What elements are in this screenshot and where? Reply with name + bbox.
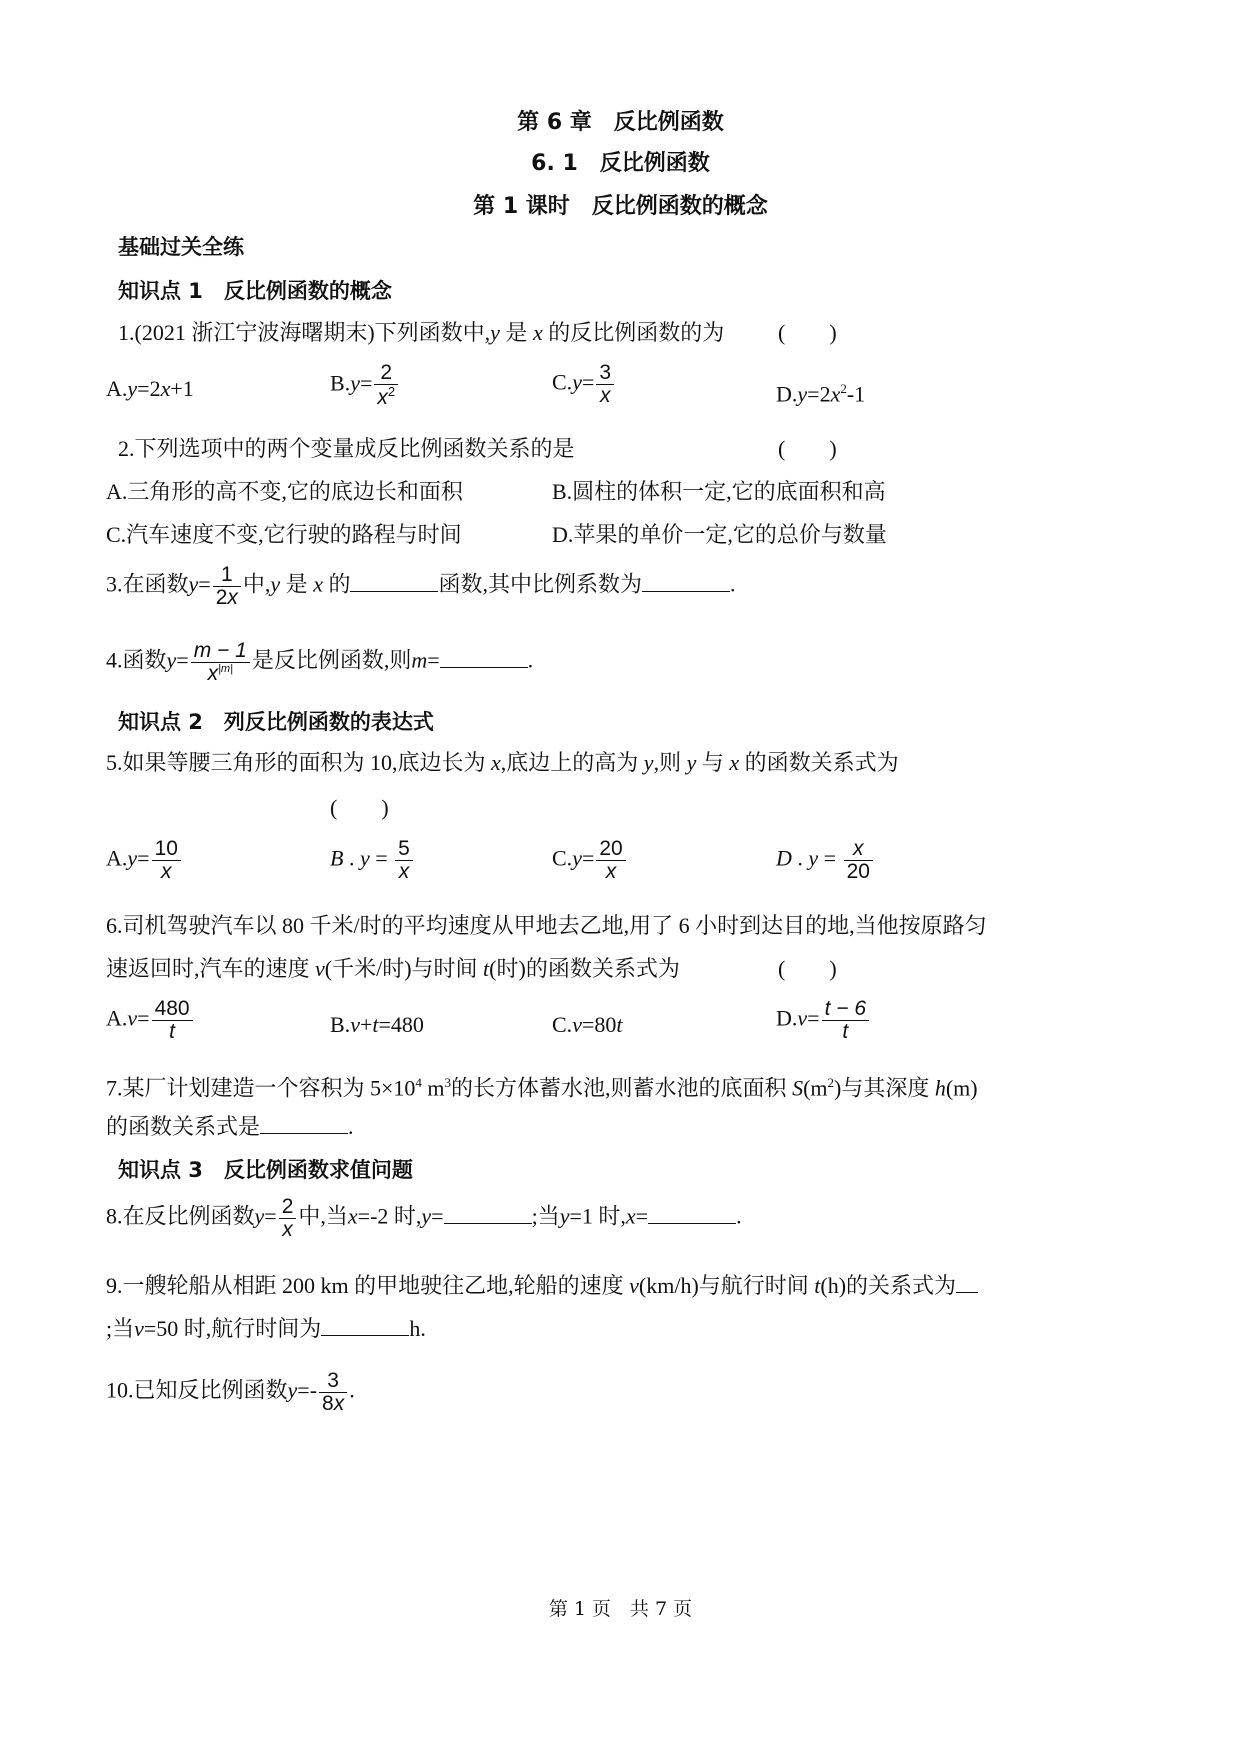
q6-option-b-rest: =480 xyxy=(378,1012,424,1037)
q1-option-a-eq: =2 xyxy=(137,376,161,401)
q3-mid: 中, xyxy=(242,571,271,597)
q5-s5: 的函数关系式为 xyxy=(744,750,899,775)
frac-numerator: 1 xyxy=(213,564,241,587)
q1-option-c[interactable]: C.y= $\frac{3}{x}$ xyxy=(552,362,616,407)
part-title: 基础过关全练 xyxy=(118,235,244,259)
q9-line2-c: h. xyxy=(409,1316,426,1341)
frac-denominator: $x^{|m|}$ xyxy=(207,662,233,686)
question-9-line-1: 9.一艘轮船从相距 200 km 的甲地驶往乙地,轮船的速度 v(km/h)与航行时间 t(h)的关系式为 xyxy=(106,1270,978,1301)
q5-option-b[interactable]: B . y = $\frac{5}{x}$ xyxy=(330,838,415,883)
q9-line2-a: ;当 xyxy=(106,1316,135,1341)
q6-option-d-numerator-text: t − 6 xyxy=(824,997,867,1020)
q6-option-c[interactable]: C.v=80t xyxy=(552,1012,623,1037)
q9-blank-2[interactable] xyxy=(321,1313,409,1336)
q7-square: 2 xyxy=(827,1075,835,1090)
q5-option-d-label: D xyxy=(776,845,792,871)
q8-blank-2[interactable] xyxy=(648,1201,736,1224)
q8-sep: ;当 xyxy=(531,1203,560,1229)
q5-option-d[interactable]: D . y = $\frac{x}{20}$ xyxy=(776,838,875,883)
q1-option-d-eq: =2 xyxy=(807,381,831,407)
frac-numerator: 3 xyxy=(319,1370,347,1393)
frac-numerator xyxy=(822,998,869,1021)
question-10: 10.已知反比例函数y=- $\frac{3}{8x}$ . xyxy=(106,1369,355,1416)
q6-option-d-label: D. xyxy=(776,1005,798,1031)
q5-s3: ,则 xyxy=(653,750,682,775)
q2-option-c[interactable]: C.汽车速度不变,它行驶的路程与时间 xyxy=(106,522,462,547)
q9-line1-b: (km/h)与航行时间 xyxy=(638,1273,809,1298)
q10-den-number: 8 xyxy=(322,1392,334,1416)
frac-numerator: 3 xyxy=(596,362,614,385)
q10-pre: 10.已知反比例函数 xyxy=(106,1377,288,1403)
q5-s4: 与 xyxy=(701,750,724,775)
q1-option-c-fraction xyxy=(596,362,614,407)
question-6-line-2: 速返回时,汽车的速度 v(千米/时)与时间 t(时)的函数关系式为 xyxy=(106,956,680,981)
q4-pre: 4.函数 xyxy=(106,647,167,673)
q9-line1-a: 9.一艘轮船从相距 200 km 的甲地驶往乙地,轮船的速度 xyxy=(106,1273,624,1298)
q5-s2: ,底边上的高为 xyxy=(500,750,639,775)
frac-denominator: x xyxy=(398,860,410,884)
q5-option-b-label: B xyxy=(330,845,344,871)
frac-denominator: t xyxy=(169,1020,176,1044)
q1-option-a[interactable]: A.y=2x+1 xyxy=(106,376,194,401)
q1-option-a-label: A. xyxy=(106,376,128,401)
q6-line2-c: (时)的函数关系式为 xyxy=(489,956,680,981)
q1-option-b-label: B. xyxy=(330,370,351,396)
lesson-title: 第 1 课时 反比例函数的概念 xyxy=(473,194,768,219)
q1-stem: 1.(2021 浙江宁波海曙期末)下列函数中, xyxy=(118,320,491,345)
question-4: 4.函数y= $\frac{m - 1}{x^{|m|}}$ 是反比例函数,则m= . xyxy=(106,639,534,686)
q7-blank[interactable] xyxy=(260,1111,348,1134)
q1-option-d-label: D. xyxy=(776,381,798,407)
q7-s-unit-b: )与其深度 xyxy=(834,1075,930,1101)
q7-exponent: 4 xyxy=(415,1075,422,1090)
frac-denominator: x xyxy=(161,860,172,884)
q9-line1-c: (h)的关系式为 xyxy=(820,1273,957,1298)
q7-end: . xyxy=(348,1114,354,1139)
q1-answer-paren: ( ) xyxy=(778,320,837,345)
q2-option-a[interactable]: A.三角形的高不变,它的底边长和面积 xyxy=(106,479,463,504)
q6-option-b-label: B. xyxy=(330,1012,351,1037)
q7-line1-c: 的长方体蓄水池,则蓄水池的底面积 xyxy=(451,1075,787,1101)
q3-is: 是 xyxy=(285,571,308,597)
frac-numerator xyxy=(191,640,250,663)
q9-line2-b: =50 时,航行时间为 xyxy=(143,1316,322,1341)
frac-denominator: x xyxy=(605,860,617,884)
knowledge-point-2: 知识点 2 列反比例函数的表达式 xyxy=(118,710,434,734)
q8-fraction xyxy=(279,1196,297,1241)
q7-s-unit-a: (m xyxy=(803,1075,828,1101)
frac-numerator: 2 xyxy=(374,362,398,385)
q6-option-a-label: A. xyxy=(106,1005,128,1031)
q5-option-c[interactable]: C.y= $\frac{20}{x}$ xyxy=(552,838,628,883)
q6-option-c-rest: =80 xyxy=(581,1012,617,1037)
q7-line1-a: 7.某厂计划建造一个容积为 5×10 xyxy=(106,1075,416,1101)
q6-option-a-fraction xyxy=(152,998,193,1043)
q5-option-a[interactable]: A.y= $\frac{10}{x}$ xyxy=(106,838,183,883)
q1-option-a-tail: +1 xyxy=(170,376,194,401)
question-5: 5.如果等腰三角形的面积为 10,底边长为 x,底边上的高为 y,则 y 与 x 的函数关系式为 xyxy=(106,750,899,775)
q6-answer-paren: ( ) xyxy=(778,956,837,981)
frac-numerator: 10 xyxy=(152,838,181,861)
question-9-line-2: ;当v=50 时,航行时间为 h. xyxy=(106,1313,426,1344)
frac-denominator: $x^2$ xyxy=(377,384,396,410)
q4-numerator-text: m − 1 xyxy=(193,639,247,662)
q3-blank-2[interactable] xyxy=(642,569,730,592)
frac-denominator: 20 xyxy=(846,860,870,884)
q3-den-number: 2 xyxy=(215,586,228,610)
q3-of: 的 xyxy=(328,571,351,597)
question-2: 2.下列选项中的两个变量成反比例函数关系的是 xyxy=(118,436,575,461)
q5-stem: 5.如果等腰三角形的面积为 10,底边长为 xyxy=(106,750,486,775)
q10-end: . xyxy=(349,1377,355,1403)
q2-option-b[interactable]: B.圆柱的体积一定,它的底面积和高 xyxy=(552,479,886,504)
frac-denominator: t xyxy=(842,1020,849,1044)
q7-line2-a: 的函数关系式是 xyxy=(106,1114,261,1139)
q3-fraction xyxy=(213,564,241,609)
q6-option-b[interactable]: B.v+t=480 xyxy=(330,1012,424,1037)
q4-end: . xyxy=(527,647,534,673)
chapter-title: 第 6 章 反比例函数 xyxy=(517,110,724,135)
q5-option-b-fraction xyxy=(395,838,413,883)
frac-denominator: x xyxy=(599,384,611,408)
frac-numerator: 5 xyxy=(395,838,413,861)
question-7-line-1: 7.某厂计划建造一个容积为 $5\times 10^4$ $m^3$的长方体蓄水池,则蓄水池的底面积 $S(m^2)$与其深度 h(m) xyxy=(106,1075,978,1101)
question-6-line-1: 6.司机驾驶汽车以 80 千米/时的平均速度从甲地去乙地,用了 6 小时到达目的地,当他按原路匀 xyxy=(106,913,987,938)
q2-option-d[interactable]: D.苹果的单价一定,它的总价与数量 xyxy=(552,522,887,547)
q5-option-a-fraction xyxy=(152,838,181,883)
q8-pre: 8.在反比例函数 xyxy=(106,1203,255,1229)
q6-option-c-label: C. xyxy=(552,1012,573,1037)
q6-line2-b: (千米/时)与时间 xyxy=(324,956,478,981)
q1-option-d[interactable]: $D.y=2x^2-1$ xyxy=(776,381,866,407)
q6-option-d[interactable]: D.v= $\frac{t - 6}{t}$ xyxy=(776,998,871,1043)
frac-denominator: 8x xyxy=(322,1392,345,1416)
q1-option-c-label: C. xyxy=(552,369,573,395)
q10-fraction xyxy=(319,1370,347,1415)
q7-h-unit: (m) xyxy=(945,1075,978,1101)
q4-mid: 是反比例函数,则 xyxy=(251,647,412,673)
frac-numerator: 480 xyxy=(152,998,193,1021)
q6-option-d-fraction xyxy=(822,998,869,1043)
question-3: 3.在函数y= $\frac{1}{2x}$ 中,y 是 x 的 函数,其中比例系数为 . xyxy=(106,563,736,610)
knowledge-point-1: 知识点 1 反比例函数的概念 xyxy=(118,279,392,303)
q5-answer-paren: ( ) xyxy=(330,795,389,820)
q1-stem-b: 是 xyxy=(505,320,528,345)
frac-numerator: x xyxy=(844,838,873,861)
q8-x-val: =-2 时, xyxy=(357,1203,422,1229)
q2-answer-paren: ( ) xyxy=(778,436,837,461)
page-footer: 第 1 页 共 7 页 xyxy=(548,1598,693,1620)
q7-line1-b: m xyxy=(421,1075,445,1101)
q8-blank-1[interactable] xyxy=(444,1201,532,1224)
q6-option-a[interactable]: A.v= $\frac{480}{t}$ xyxy=(106,998,195,1043)
q5-option-a-label: A. xyxy=(106,845,128,871)
q4-fraction xyxy=(191,640,250,685)
q1-stem-c: 的反比例函数的为 xyxy=(548,320,725,345)
question-1: 1.(2021 浙江宁波海曙期末)下列函数中,y 是 x 的反比例函数的为 xyxy=(118,320,725,345)
q8-y-val: =1 时, xyxy=(569,1203,626,1229)
q1-option-b-fraction xyxy=(374,362,398,409)
frac-numerator: 2 xyxy=(279,1196,297,1219)
q9-blank-1[interactable] xyxy=(956,1270,978,1293)
q3-pre: 3.在函数 xyxy=(106,571,189,597)
q4-blank[interactable] xyxy=(440,645,528,668)
q1-option-b[interactable]: B.y= $\frac{2}{x^2}$ xyxy=(330,362,400,409)
q3-end: . xyxy=(729,571,736,597)
q3-t1: 函数,其中比例系数为 xyxy=(438,571,642,597)
q1-option-d-tail: -1 xyxy=(846,381,866,407)
q7-cube: 3 xyxy=(444,1075,452,1090)
frac-denominator: 2x xyxy=(215,586,238,610)
q6-line2-a: 速返回时,汽车的速度 xyxy=(106,956,310,981)
q5-option-c-fraction xyxy=(596,838,625,883)
knowledge-point-3: 知识点 3 反比例函数求值问题 xyxy=(118,1158,413,1182)
q8-mid: 中,当 xyxy=(298,1203,348,1229)
section-title: 6. 1 反比例函数 xyxy=(531,151,710,176)
frac-denominator: x xyxy=(282,1218,293,1242)
frac-numerator: 20 xyxy=(596,838,625,861)
q3-blank-1[interactable] xyxy=(350,569,438,592)
q8-end: . xyxy=(736,1203,742,1229)
question-7-line-2 xyxy=(106,1111,354,1142)
q5-option-c-label: C. xyxy=(552,845,573,871)
q5-option-d-fraction xyxy=(844,838,873,883)
question-8: 8.在反比例函数y= $\frac{2}{x}$ 中,当x=-2 时,y= ;当y=1 时,x= . xyxy=(106,1195,742,1242)
